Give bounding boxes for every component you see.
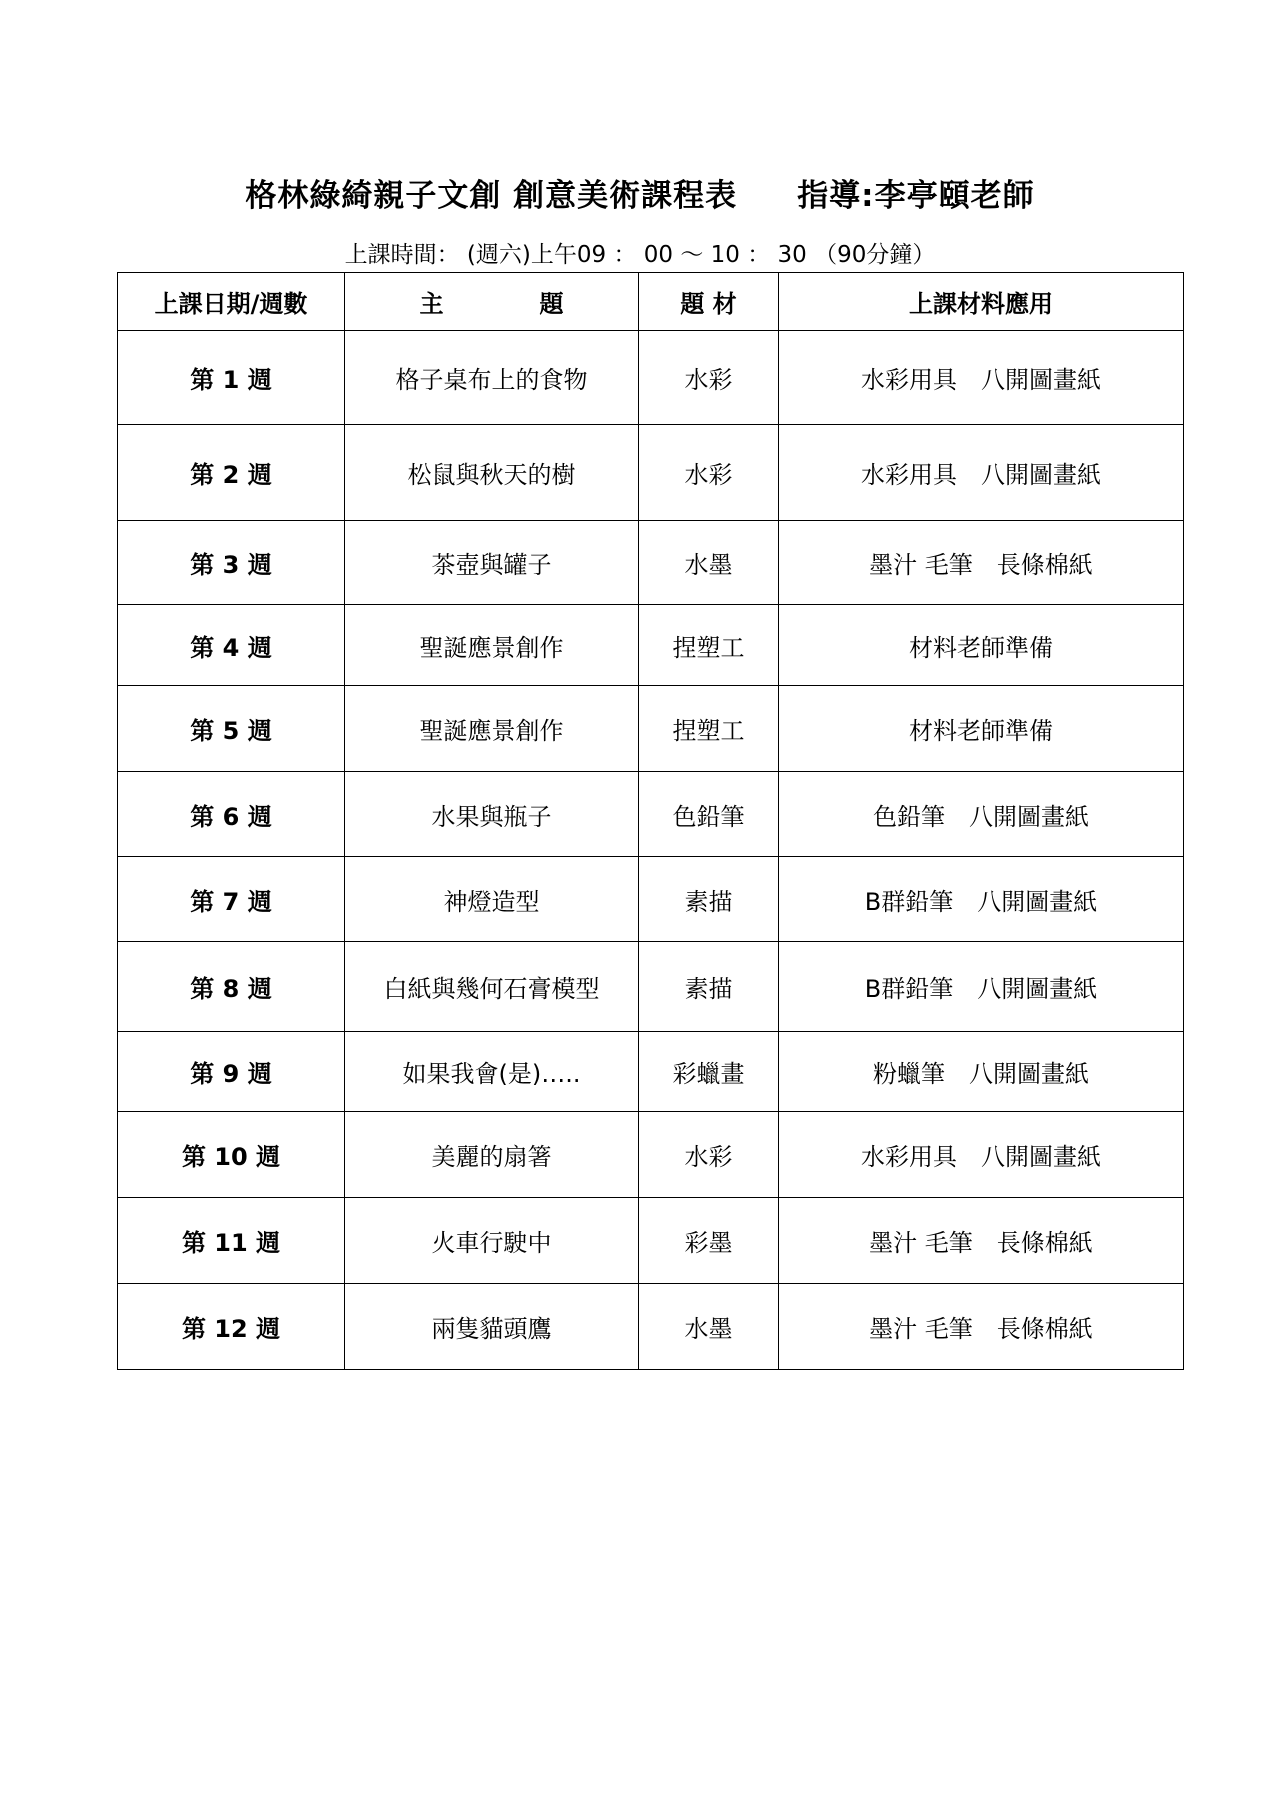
week-cell: 第 1 週 [118,331,345,425]
materials-cell: 色鉛筆 八開圖畫紙 [779,772,1184,857]
table-row [118,1284,1184,1370]
week-cell: 第 8 週 [118,942,345,1032]
materials-cell: 材料老師準備 [779,686,1184,772]
materials-cell: 墨汁 毛筆 長條棉紙 [779,1198,1184,1284]
medium-cell: 捏塑工 [639,686,779,772]
medium-cell: 捏塑工 [639,605,779,686]
medium-cell: 水彩 [639,425,779,521]
medium-cell: 水彩 [639,1112,779,1198]
topic-cell: 神燈造型 [345,857,639,942]
week-cell: 第 9 週 [118,1032,345,1112]
table-row [118,425,1184,521]
week-cell: 第 12 週 [118,1284,345,1370]
table-row [118,605,1184,686]
week-cell: 第 7 週 [118,857,345,942]
course-title: 格林綠綺親子文創 創意美術課程表 [245,178,738,214]
materials-cell: 粉蠟筆 八開圖畫紙 [779,1032,1184,1112]
table-body [118,331,1184,1370]
materials-cell: 材料老師準備 [779,605,1184,686]
page-title [0,170,1280,215]
course-schedule-table [117,272,1184,1370]
medium-cell: 水彩 [639,331,779,425]
materials-cell: 墨汁 毛筆 長條棉紙 [779,1284,1184,1370]
topic-cell: 兩隻貓頭鷹 [345,1284,639,1370]
materials-cell: 墨汁 毛筆 長條棉紙 [779,521,1184,605]
table-row [118,1032,1184,1112]
medium-cell: 水墨 [639,521,779,605]
table-row [118,1198,1184,1284]
header-topic: 主 題 [345,273,639,331]
materials-cell: 水彩用具 八開圖畫紙 [779,331,1184,425]
topic-cell: 白紙與幾何石膏模型 [345,942,639,1032]
topic-cell: 茶壺與罐子 [345,521,639,605]
table-row [118,942,1184,1032]
topic-cell: 如果我會(是)….. [345,1032,639,1112]
header-week: 上課日期/週數 [118,273,345,331]
table-row [118,857,1184,942]
medium-cell: 彩蠟畫 [639,1032,779,1112]
topic-cell: 美麗的扇箸 [345,1112,639,1198]
table-row [118,331,1184,425]
materials-cell: 水彩用具 八開圖畫紙 [779,1112,1184,1198]
week-cell: 第 5 週 [118,686,345,772]
week-cell: 第 10 週 [118,1112,345,1198]
week-cell: 第 6 週 [118,772,345,857]
topic-cell: 聖誕應景創作 [345,605,639,686]
medium-cell: 素描 [639,942,779,1032]
week-cell: 第 2 週 [118,425,345,521]
table-row [118,1112,1184,1198]
materials-cell: B群鉛筆 八開圖畫紙 [779,857,1184,942]
materials-cell: 水彩用具 八開圖畫紙 [779,425,1184,521]
instructor-name: 指導:李亭頤老師 [797,178,1035,214]
table-row [118,686,1184,772]
topic-cell: 火車行駛中 [345,1198,639,1284]
header-materials: 上課材料應用 [779,273,1184,331]
materials-cell: B群鉛筆 八開圖畫紙 [779,942,1184,1032]
topic-cell: 聖誕應景創作 [345,686,639,772]
class-time: 上課時間： (週六)上午09 ： 00 ～ 10 ： 30 （90分鐘） [344,242,936,268]
table-row [118,772,1184,857]
medium-cell: 素描 [639,857,779,942]
topic-cell: 格子桌布上的食物 [345,331,639,425]
week-cell: 第 11 週 [118,1198,345,1284]
header-medium: 題 材 [639,273,779,331]
topic-cell: 松鼠與秋天的樹 [345,425,639,521]
medium-cell: 水墨 [639,1284,779,1370]
topic-cell: 水果與瓶子 [345,772,639,857]
medium-cell: 色鉛筆 [639,772,779,857]
medium-cell: 彩墨 [639,1198,779,1284]
table-header-row [118,273,1184,331]
table-row [118,521,1184,605]
week-cell: 第 4 週 [118,605,345,686]
week-cell: 第 3 週 [118,521,345,605]
